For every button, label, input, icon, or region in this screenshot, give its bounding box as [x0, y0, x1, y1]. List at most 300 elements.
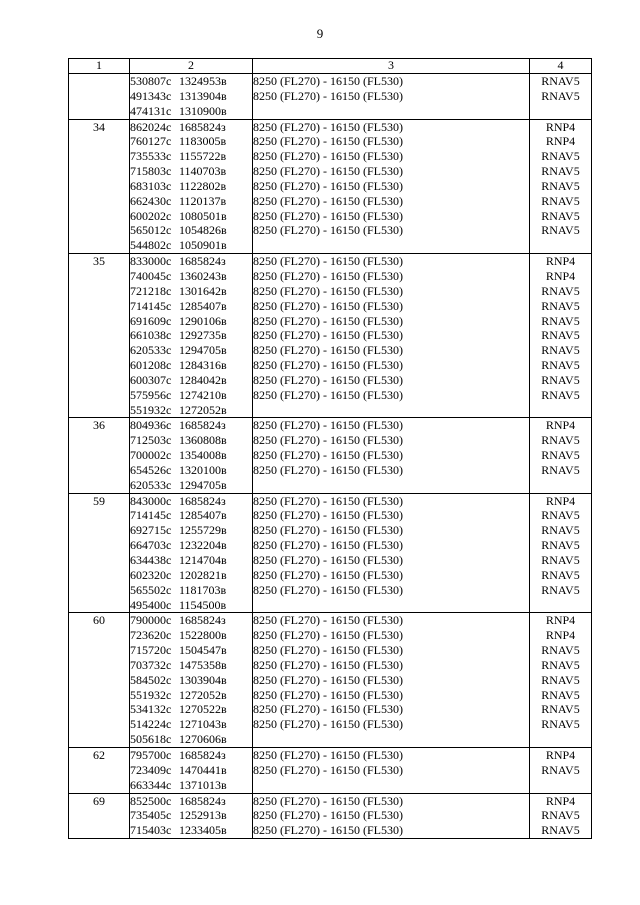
table-row [69, 343, 592, 358]
longitude: 1270606в [179, 732, 227, 747]
latitude: 551932с [130, 402, 172, 417]
point-coordinates [130, 328, 253, 343]
point-coordinates [130, 299, 253, 314]
flight-level-range: 8250 (FL270) - 16150 (FL530) [253, 269, 530, 284]
latitude: 852500с [130, 793, 172, 808]
navigation-spec: RNAV5 [530, 314, 592, 329]
point-coordinates [130, 508, 253, 523]
flight-level-range: 8250 (FL270) - 16150 (FL530) [253, 553, 530, 568]
table-row [69, 793, 592, 808]
latitude: 804936с [130, 418, 172, 433]
navigation-spec: RNAV5 [530, 583, 592, 598]
point-coordinates [130, 194, 253, 209]
flight-level-range: 8250 (FL270) - 16150 (FL530) [253, 209, 530, 224]
table-row [69, 673, 592, 688]
longitude: 1050901в [179, 238, 227, 253]
table-row [69, 134, 592, 149]
navigation-spec: RNAV5 [530, 673, 592, 688]
table-row [69, 388, 592, 403]
latitude: 760127с [130, 134, 172, 149]
flight-level-range: 8250 (FL270) - 16150 (FL530) [253, 823, 530, 838]
flight-level-range: 8250 (FL270) - 16150 (FL530) [253, 628, 530, 643]
table-row [69, 778, 592, 793]
latitude: 664703с [130, 538, 172, 553]
longitude: 1294705в [179, 343, 227, 358]
table-row [69, 314, 592, 329]
longitude: 1154500в [179, 597, 227, 612]
latitude: 691609с [130, 313, 172, 328]
navigation-spec: RNP4 [530, 793, 592, 808]
flight-level-range: 8250 (FL270) - 16150 (FL530) [253, 583, 530, 598]
table-row [69, 284, 592, 299]
flight-level-range [253, 403, 530, 418]
longitude: 1140703в [179, 164, 227, 179]
navigation-spec: RNAV5 [530, 343, 592, 358]
table-row [69, 433, 592, 448]
latitude: 703732с [130, 657, 172, 672]
point-coordinates [130, 778, 253, 793]
longitude: 1371013в [179, 777, 227, 792]
table-row [69, 493, 592, 508]
latitude: 740045с [130, 268, 172, 283]
group-number [69, 763, 130, 778]
navigation-spec: RNP4 [530, 134, 592, 149]
table-row [69, 418, 592, 433]
table-row [69, 643, 592, 658]
latitude: 661038с [130, 328, 172, 343]
group-number [69, 583, 130, 598]
table-row [69, 223, 592, 238]
table-row [69, 583, 592, 598]
table-row [69, 269, 592, 284]
point-coordinates [130, 119, 253, 134]
flight-level-range: 8250 (FL270) - 16150 (FL530) [253, 343, 530, 358]
longitude: 1292735в [179, 328, 227, 343]
latitude: 683103с [130, 178, 172, 193]
group-number [69, 553, 130, 568]
latitude: 715720с [130, 643, 172, 658]
group-number: 35 [69, 254, 130, 269]
latitude: 715403с [130, 823, 172, 838]
group-number: 62 [69, 747, 130, 762]
flight-level-range: 8250 (FL270) - 16150 (FL530) [253, 254, 530, 269]
navigation-spec: RNAV5 [530, 223, 592, 238]
table-row [69, 628, 592, 643]
point-coordinates [130, 179, 253, 194]
flight-level-range: 8250 (FL270) - 16150 (FL530) [253, 358, 530, 373]
group-number: 36 [69, 418, 130, 433]
navigation-spec: RNP4 [530, 493, 592, 508]
group-number [69, 314, 130, 329]
flight-level-range: 8250 (FL270) - 16150 (FL530) [253, 493, 530, 508]
longitude: 1303904в [179, 672, 227, 687]
group-number [69, 373, 130, 388]
latitude: 654526с [130, 462, 172, 477]
navigation-spec: RNP4 [530, 628, 592, 643]
longitude: 1685824з [179, 747, 226, 762]
longitude: 1685824з [179, 793, 226, 808]
longitude: 1120137в [179, 193, 227, 208]
table-row [69, 808, 592, 823]
table-row [69, 328, 592, 343]
longitude: 1284042в [179, 372, 227, 387]
navigation-spec: RNAV5 [530, 328, 592, 343]
longitude: 1294705в [179, 477, 227, 492]
page-number: 9 [316, 26, 324, 41]
group-number [69, 702, 130, 717]
group-number [69, 403, 130, 418]
longitude: 1522800в [179, 628, 227, 643]
group-number [69, 388, 130, 403]
column-header-coordinates: 2 [130, 59, 253, 74]
point-coordinates [130, 74, 253, 89]
group-number [69, 238, 130, 253]
table-row [69, 823, 592, 838]
navigation-spec: RNAV5 [530, 149, 592, 164]
point-coordinates [130, 448, 253, 463]
group-number [69, 223, 130, 238]
latitude: 662430с [130, 193, 172, 208]
latitude: 620533с [130, 343, 172, 358]
latitude: 474131с [130, 103, 172, 118]
navigation-spec: RNAV5 [530, 209, 592, 224]
table-row [69, 89, 592, 104]
point-coordinates [130, 598, 253, 613]
latitude: 663344с [130, 777, 172, 792]
navigation-spec: RNAV5 [530, 179, 592, 194]
group-number [69, 823, 130, 838]
latitude: 712503с [130, 433, 172, 448]
point-coordinates [130, 568, 253, 583]
group-number [69, 134, 130, 149]
flight-level-range: 8250 (FL270) - 16150 (FL530) [253, 223, 530, 238]
point-coordinates [130, 388, 253, 403]
flight-level-range [253, 598, 530, 613]
point-coordinates [130, 717, 253, 732]
group-number [69, 717, 130, 732]
table-row [69, 523, 592, 538]
group-number [69, 343, 130, 358]
group-number [69, 89, 130, 104]
point-coordinates [130, 658, 253, 673]
group-number [69, 658, 130, 673]
navigation-spec: RNAV5 [530, 194, 592, 209]
column-header-number: 1 [69, 59, 130, 74]
flight-level-range: 8250 (FL270) - 16150 (FL530) [253, 74, 530, 89]
group-number [69, 508, 130, 523]
table-row [69, 149, 592, 164]
group-number [69, 209, 130, 224]
longitude: 1284316в [179, 358, 227, 373]
point-coordinates [130, 523, 253, 538]
latitude: 723620с [130, 628, 172, 643]
latitude: 495400с [130, 597, 172, 612]
table-row [69, 658, 592, 673]
group-number: 69 [69, 793, 130, 808]
longitude: 1233405в [179, 823, 227, 838]
table-row [69, 463, 592, 478]
flight-level-range: 8250 (FL270) - 16150 (FL530) [253, 164, 530, 179]
table-row [69, 763, 592, 778]
latitude: 505618с [130, 732, 172, 747]
latitude: 833000с [130, 254, 172, 269]
table-row [69, 74, 592, 89]
table-row [69, 373, 592, 388]
flight-level-range: 8250 (FL270) - 16150 (FL530) [253, 433, 530, 448]
flight-level-range: 8250 (FL270) - 16150 (FL530) [253, 179, 530, 194]
latitude: 530807с [130, 74, 172, 88]
longitude: 1271043в [179, 717, 227, 732]
latitude: 600307с [130, 372, 172, 387]
latitude: 843000с [130, 493, 172, 508]
longitude: 1685824з [179, 613, 226, 628]
point-coordinates [130, 149, 253, 164]
group-number [69, 433, 130, 448]
latitude: 714145с [130, 508, 172, 523]
flight-level-range: 8250 (FL270) - 16150 (FL530) [253, 538, 530, 553]
flight-level-range: 8250 (FL270) - 16150 (FL530) [253, 463, 530, 478]
point-coordinates [130, 238, 253, 253]
longitude: 1685824з [179, 493, 226, 508]
group-number [69, 284, 130, 299]
longitude: 1272052в [179, 687, 227, 702]
flight-level-range: 8250 (FL270) - 16150 (FL530) [253, 388, 530, 403]
point-coordinates [130, 403, 253, 418]
point-coordinates [130, 418, 253, 433]
longitude: 1255729в [179, 523, 227, 538]
group-number [69, 538, 130, 553]
table-row [69, 598, 592, 613]
table-row [69, 179, 592, 194]
longitude: 1685824з [179, 254, 226, 269]
point-coordinates [130, 314, 253, 329]
point-coordinates [130, 343, 253, 358]
navigation-spec: RNAV5 [530, 74, 592, 89]
table-row [69, 553, 592, 568]
navigation-spec: RNAV5 [530, 808, 592, 823]
latitude: 715803с [130, 164, 172, 179]
navigation-spec: RNAV5 [530, 373, 592, 388]
latitude: 714145с [130, 298, 172, 313]
flight-level-range: 8250 (FL270) - 16150 (FL530) [253, 149, 530, 164]
latitude: 620533с [130, 477, 172, 492]
navigation-spec: RNAV5 [530, 448, 592, 463]
point-coordinates [130, 134, 253, 149]
flight-level-range: 8250 (FL270) - 16150 (FL530) [253, 717, 530, 732]
point-coordinates [130, 732, 253, 747]
table-row [69, 508, 592, 523]
longitude: 1285407в [179, 508, 227, 523]
longitude: 1232204в [179, 538, 227, 553]
flight-level-range [253, 104, 530, 119]
table-row [69, 403, 592, 418]
latitude: 514224с [130, 717, 172, 732]
flight-level-range: 8250 (FL270) - 16150 (FL530) [253, 134, 530, 149]
latitude: 634438с [130, 553, 172, 567]
longitude: 1290106в [179, 313, 227, 328]
flight-level-range: 8250 (FL270) - 16150 (FL530) [253, 373, 530, 388]
point-coordinates [130, 747, 253, 762]
longitude: 1274210в [179, 387, 227, 402]
point-coordinates [130, 373, 253, 388]
group-number [69, 778, 130, 793]
longitude: 1313904в [179, 88, 227, 103]
latitude: 600202с [130, 208, 172, 223]
table-row [69, 568, 592, 583]
table-row [69, 717, 592, 732]
group-number [69, 74, 130, 89]
navigation-spec: RNAV5 [530, 538, 592, 553]
group-number [69, 688, 130, 703]
navigation-spec: RNP4 [530, 747, 592, 762]
point-coordinates [130, 433, 253, 448]
flight-level-range [253, 732, 530, 747]
point-coordinates [130, 583, 253, 598]
latitude: 692715с [130, 523, 172, 538]
column-header-flight-levels: 3 [253, 59, 530, 74]
latitude: 534132с [130, 702, 172, 717]
latitude: 565502с [130, 582, 172, 597]
latitude: 723409с [130, 762, 172, 777]
group-number [69, 673, 130, 688]
longitude: 1301642в [179, 283, 227, 298]
point-coordinates [130, 478, 253, 493]
flight-level-range: 8250 (FL270) - 16150 (FL530) [253, 613, 530, 628]
group-number [69, 179, 130, 194]
navigation-spec: RNAV5 [530, 553, 592, 568]
group-number [69, 463, 130, 478]
flight-level-range: 8250 (FL270) - 16150 (FL530) [253, 808, 530, 823]
group-number [69, 478, 130, 493]
group-number [69, 732, 130, 747]
point-coordinates [130, 643, 253, 658]
longitude: 1504547в [179, 643, 227, 658]
table-row [69, 732, 592, 747]
longitude: 1155722в [179, 149, 227, 164]
longitude: 1320100в [179, 462, 227, 477]
navigation-spec [530, 732, 592, 747]
navigation-spec [530, 238, 592, 253]
flight-level-range: 8250 (FL270) - 16150 (FL530) [253, 747, 530, 762]
navigation-spec: RNAV5 [530, 717, 592, 732]
flight-level-range: 8250 (FL270) - 16150 (FL530) [253, 284, 530, 299]
table-row [69, 299, 592, 314]
flight-level-range: 8250 (FL270) - 16150 (FL530) [253, 688, 530, 703]
longitude: 1080501в [179, 208, 227, 223]
point-coordinates [130, 673, 253, 688]
latitude: 602320с [130, 567, 172, 582]
table-header-row [69, 59, 592, 74]
table-row [69, 209, 592, 224]
navigation-spec: RNAV5 [530, 523, 592, 538]
point-coordinates [130, 688, 253, 703]
navigation-spec: RNAV5 [530, 463, 592, 478]
flight-level-range: 8250 (FL270) - 16150 (FL530) [253, 89, 530, 104]
latitude: 735405с [130, 808, 172, 823]
navigation-spec [530, 403, 592, 418]
latitude: 721218с [130, 283, 172, 298]
flight-level-range: 8250 (FL270) - 16150 (FL530) [253, 523, 530, 538]
navigation-spec: RNAV5 [530, 358, 592, 373]
latitude: 790000с [130, 613, 172, 628]
point-coordinates [130, 808, 253, 823]
group-number [69, 598, 130, 613]
group-number: 34 [69, 119, 130, 134]
point-coordinates [130, 254, 253, 269]
flight-level-range: 8250 (FL270) - 16150 (FL530) [253, 314, 530, 329]
navigation-spec: RNP4 [530, 269, 592, 284]
point-coordinates [130, 702, 253, 717]
flight-level-range: 8250 (FL270) - 16150 (FL530) [253, 194, 530, 209]
table-body [69, 74, 592, 839]
longitude: 1360243в [179, 268, 227, 283]
navigation-spec: RNAV5 [530, 658, 592, 673]
table-row [69, 478, 592, 493]
flight-level-range: 8250 (FL270) - 16150 (FL530) [253, 763, 530, 778]
latitude: 584502с [130, 672, 172, 687]
latitude: 795700с [130, 747, 172, 762]
group-number: 60 [69, 613, 130, 628]
navigation-spec: RNAV5 [530, 164, 592, 179]
latitude: 575956с [130, 387, 172, 402]
flight-level-range [253, 238, 530, 253]
flight-level-range: 8250 (FL270) - 16150 (FL530) [253, 643, 530, 658]
flight-level-range [253, 778, 530, 793]
navigation-spec: RNP4 [530, 418, 592, 433]
longitude: 1122802в [179, 178, 227, 193]
latitude: 700002с [130, 448, 172, 463]
flight-level-range: 8250 (FL270) - 16150 (FL530) [253, 702, 530, 717]
navigation-spec: RNAV5 [530, 688, 592, 703]
longitude: 1272052в [179, 402, 227, 417]
group-number: 59 [69, 493, 130, 508]
group-number [69, 269, 130, 284]
group-number [69, 643, 130, 658]
flight-level-range: 8250 (FL270) - 16150 (FL530) [253, 299, 530, 314]
navigation-spec: RNAV5 [530, 284, 592, 299]
navigation-spec: RNAV5 [530, 643, 592, 658]
flight-level-range: 8250 (FL270) - 16150 (FL530) [253, 508, 530, 523]
table-row [69, 119, 592, 134]
flight-level-range [253, 478, 530, 493]
longitude: 1285407в [179, 298, 227, 313]
group-number [69, 104, 130, 119]
latitude: 601208с [130, 358, 172, 373]
point-coordinates [130, 463, 253, 478]
navigation-spec: RNAV5 [530, 433, 592, 448]
point-coordinates [130, 553, 253, 568]
navigation-spec [530, 478, 592, 493]
group-number [69, 164, 130, 179]
group-number [69, 523, 130, 538]
point-coordinates [130, 223, 253, 238]
airspace-table [68, 58, 592, 839]
table-row [69, 194, 592, 209]
point-coordinates [130, 89, 253, 104]
table-row [69, 254, 592, 269]
longitude: 1183005в [179, 134, 227, 149]
group-number [69, 808, 130, 823]
latitude: 544802с [130, 238, 172, 253]
point-coordinates [130, 628, 253, 643]
navigation-spec: RNAV5 [530, 823, 592, 838]
table-row [69, 104, 592, 119]
longitude: 1202821в [179, 567, 227, 582]
table-row [69, 613, 592, 628]
navigation-spec: RNAV5 [530, 763, 592, 778]
longitude: 1354008в [179, 448, 227, 463]
group-number [69, 568, 130, 583]
